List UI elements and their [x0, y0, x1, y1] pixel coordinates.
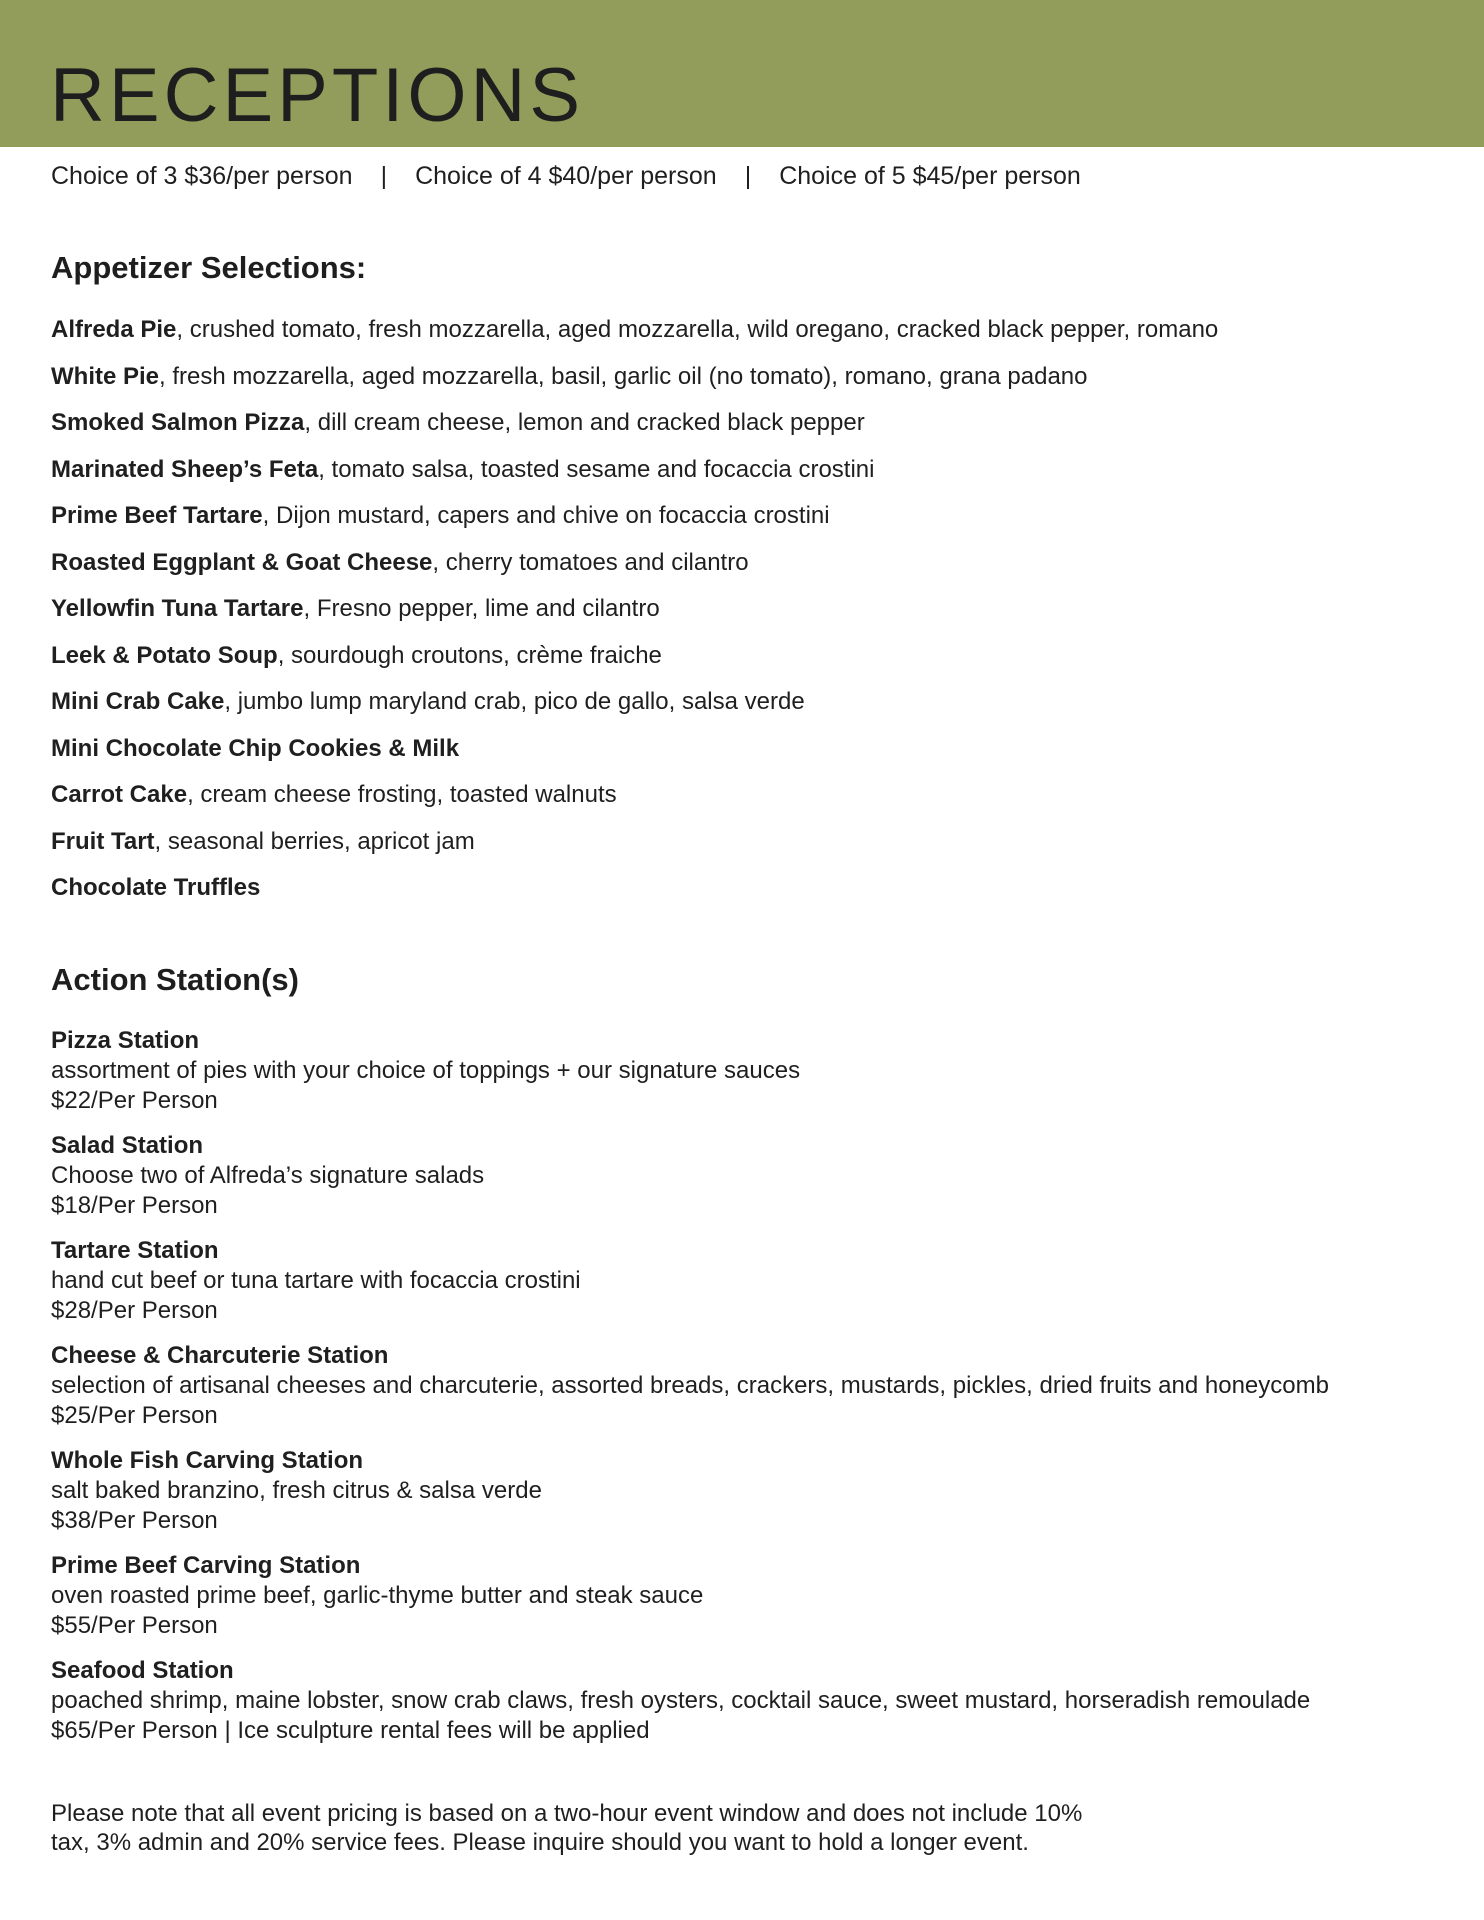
- appetizer-item: [51, 639, 1218, 686]
- appetizer-item: [51, 499, 1218, 546]
- station-desc: poached shrimp, maine lobster, snow crab claws, fresh oysters, cocktail sauce, sweet mustard, horseradish remoulade: [51, 1687, 1311, 1714]
- station-item: [51, 1341, 1329, 1446]
- pricing-separator: |: [744, 162, 752, 190]
- appetizer-item: [51, 685, 1218, 732]
- station-desc: assortment of pies with your choice of toppings + our signature sauces: [51, 1057, 801, 1084]
- appetizer-item: [51, 778, 1218, 825]
- pricing-option-5: Choice of 5 $45/per person: [779, 162, 1081, 190]
- pricing-separator: |: [380, 162, 388, 190]
- station-name: Tartare Station: [51, 1237, 219, 1264]
- appetizer-name: Roasted Eggplant & Goat Cheese: [51, 548, 433, 576]
- appetizer-name: Leek & Potato Soup: [51, 641, 278, 669]
- stations-heading: Action Station(s): [51, 962, 299, 997]
- appetizer-desc: , jumbo lump maryland crab, pico de gallo, salsa verde: [224, 688, 805, 715]
- pricing-disclaimer: [51, 1799, 1211, 1857]
- appetizer-item: [51, 360, 1218, 407]
- appetizer-name: Marinated Sheep’s Feta: [51, 455, 319, 483]
- station-price: $28/Per Person: [51, 1297, 218, 1324]
- station-price: $18/Per Person: [51, 1192, 218, 1219]
- appetizer-item: [51, 592, 1218, 639]
- appetizer-name: Carrot Cake: [51, 781, 188, 808]
- appetizer-name: Mini Crab Cake: [51, 688, 225, 715]
- appetizer-name: Alfreda Pie: [51, 316, 177, 343]
- station-item: [51, 1131, 1329, 1236]
- appetizer-heading: Appetizer Selections:: [51, 250, 367, 285]
- station-price: $25/Per Person: [51, 1402, 218, 1429]
- appetizer-name: Prime Beef Tartare: [51, 502, 263, 529]
- station-name: Cheese & Charcuterie Station: [51, 1342, 389, 1369]
- station-desc: Choose two of Alfreda’s signature salads: [51, 1162, 485, 1189]
- station-item: [51, 1551, 1329, 1656]
- station-name: Salad Station: [51, 1132, 204, 1159]
- station-name: Pizza Station: [51, 1027, 200, 1054]
- appetizer-desc: , crushed tomato, fresh mozzarella, aged mozzarella, wild oregano, cracked black pepper, romano: [176, 316, 1219, 343]
- station-item: [51, 1236, 1329, 1341]
- appetizer-desc: , Fresno pepper, lime and cilantro: [303, 595, 660, 622]
- appetizer-item: [51, 406, 1218, 453]
- appetizer-name: Smoked Salmon Pizza: [51, 409, 305, 436]
- station-name: Whole Fish Carving Station: [51, 1447, 364, 1474]
- appetizer-item: [51, 732, 1218, 779]
- page-title: RECEPTIONS: [50, 53, 585, 138]
- appetizer-desc: , cherry tomatoes and cilantro: [432, 548, 749, 576]
- station-price: $55/Per Person: [51, 1612, 218, 1639]
- appetizer-desc: , dill cream cheese, lemon and cracked black pepper: [304, 409, 865, 436]
- disclaimer-line-1: Please note that all event pricing is based on a two-hour event window and does not include 10%: [51, 1800, 1083, 1827]
- appetizer-item: [51, 313, 1218, 360]
- station-name: Prime Beef Carving Station: [51, 1552, 361, 1579]
- appetizer-desc: , sourdough croutons, crème fraiche: [277, 641, 662, 669]
- station-price: $38/Per Person: [51, 1507, 218, 1534]
- station-price: $65/Per Person | Ice sculpture rental fees will be applied: [51, 1717, 650, 1744]
- pricing-option-3: Choice of 3 $36/per person: [51, 162, 353, 190]
- station-desc: salt baked branzino, fresh citrus & salsa verde: [51, 1477, 542, 1504]
- appetizer-desc: , tomato salsa, toasted sesame and focaccia crostini: [318, 455, 875, 483]
- appetizer-name: Yellowfin Tuna Tartare: [51, 595, 304, 622]
- station-price: $22/Per Person: [51, 1087, 218, 1114]
- appetizer-name: Fruit Tart: [51, 827, 155, 855]
- appetizer-name: Mini Chocolate Chip Cookies & Milk: [51, 734, 460, 762]
- station-item: [51, 1026, 1329, 1131]
- pricing-option-4: Choice of 4 $40/per person: [415, 162, 717, 190]
- appetizer-item: [51, 871, 1218, 918]
- disclaimer-line-2: tax, 3% admin and 20% service fees. Please inquire should you want to hold a longer event.: [51, 1829, 1029, 1856]
- station-desc: selection of artisanal cheeses and charcuterie, assorted breads, crackers, mustards, pickles, dried fruits and honeycomb: [51, 1372, 1329, 1399]
- station-item: [51, 1656, 1329, 1761]
- appetizer-list: [51, 313, 1218, 918]
- station-desc: oven roasted prime beef, garlic-thyme butter and steak sauce: [51, 1582, 704, 1609]
- station-list: [51, 1026, 1329, 1761]
- station-desc: hand cut beef or tuna tartare with focaccia crostini: [51, 1267, 581, 1294]
- appetizer-desc: , fresh mozzarella, aged mozzarella, basil, garlic oil (no tomato), romano, grana padano: [159, 362, 1088, 390]
- pricing-options: [51, 160, 1081, 192]
- appetizer-desc: , Dijon mustard, capers and chive on focaccia crostini: [262, 502, 830, 529]
- appetizer-desc: , seasonal berries, apricot jam: [154, 827, 475, 855]
- appetizer-item: [51, 825, 1218, 872]
- appetizer-item: [51, 453, 1218, 500]
- appetizer-name: White Pie: [51, 362, 160, 390]
- station-name: Seafood Station: [51, 1657, 234, 1684]
- appetizer-name: Chocolate Truffles: [51, 874, 261, 901]
- station-item: [51, 1446, 1329, 1551]
- appetizer-item: [51, 546, 1218, 593]
- appetizer-desc: , cream cheese frosting, toasted walnuts: [187, 781, 617, 808]
